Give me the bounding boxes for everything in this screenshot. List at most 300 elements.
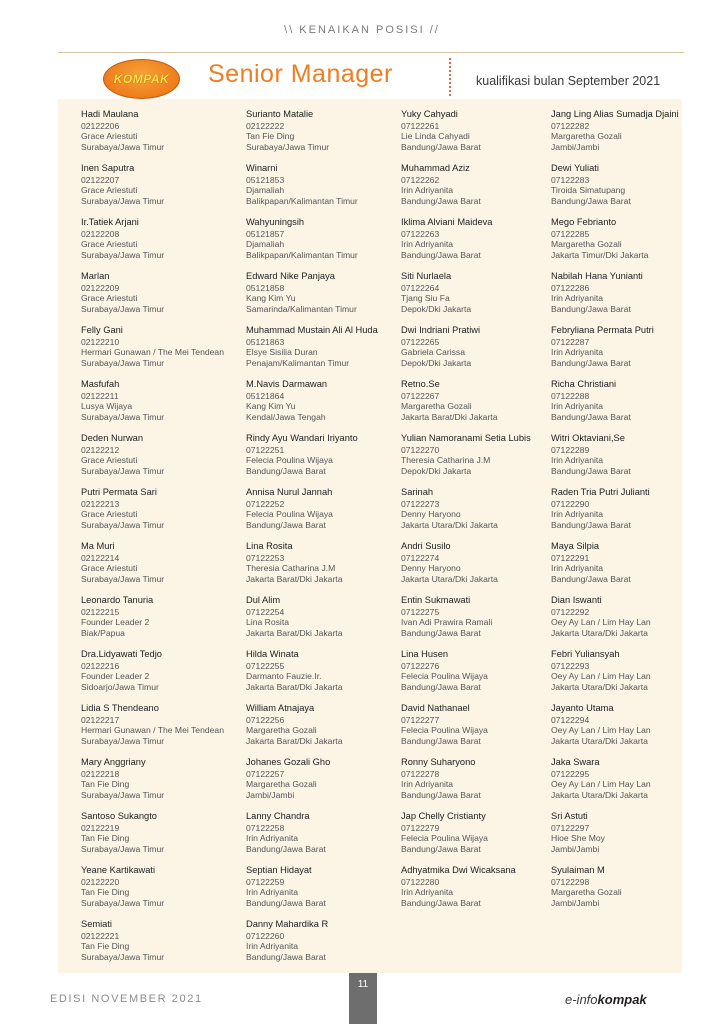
member-id: 07122279: [401, 822, 440, 833]
member-id: 07122258: [246, 822, 285, 833]
header-divider: [58, 52, 684, 53]
member-city: Depok/Dki Jakarta: [401, 357, 472, 368]
member-id: 07122295: [551, 768, 590, 779]
member-id: 07122251: [246, 444, 285, 455]
member-city: Jambi/Jambi: [246, 789, 295, 800]
member-entry: [246, 703, 398, 757]
member-city: Bandung/Jawa Barat: [551, 357, 631, 368]
member-sponsor: Felecia Poulina Wijaya: [246, 455, 333, 465]
member-entry: [246, 163, 398, 217]
member-sponsor: Margaretha Gozali: [551, 239, 622, 249]
member-id: 05121864: [246, 390, 285, 401]
member-name: Yuky Cahyadi: [401, 109, 458, 119]
member-id: 02122215: [81, 606, 120, 617]
member-entry: [81, 919, 233, 973]
member-id: 07122252: [246, 498, 285, 509]
member-entry: [551, 325, 703, 379]
member-entry: [81, 325, 233, 379]
member-name: Santoso Sukangto: [81, 811, 157, 821]
member-sponsor: Oey Ay Lan / Lim Hay Lan: [551, 779, 651, 789]
member-id: 07122253: [246, 552, 285, 563]
member-column-2: [246, 109, 398, 973]
member-sponsor: Irin Adriyanita: [246, 887, 299, 897]
member-name: Deden Nurwan: [81, 433, 144, 443]
member-id: 07122290: [551, 498, 590, 509]
member-name: Lina Husen: [401, 649, 449, 659]
member-id: 07122288: [551, 390, 590, 401]
member-column-4: [551, 109, 703, 919]
member-entry: [246, 757, 398, 811]
member-sponsor: Tan Fie Ding: [81, 941, 130, 951]
member-city: Sidoarjo/Jawa Timur: [81, 681, 159, 692]
member-city: Bandung/Jawa Barat: [401, 141, 481, 152]
member-id: 05121863: [246, 336, 285, 347]
member-name: William Atnajaya: [246, 703, 315, 713]
member-id: 07122260: [246, 930, 285, 941]
member-name: Retno.Se: [401, 379, 440, 389]
member-name: Jayanto Utama: [551, 703, 614, 713]
member-city: Bandung/Jawa Barat: [551, 303, 631, 314]
member-entry: [551, 109, 703, 163]
member-entry: [401, 649, 553, 703]
member-sponsor: Lusya Wijaya: [81, 401, 133, 411]
member-name: Inen Saputra: [81, 163, 135, 173]
member-city: Jakarta Utara/Dki Jakarta: [551, 681, 648, 692]
member-entry: [551, 811, 703, 865]
member-city: Jakarta Utara/Dki Jakarta: [551, 789, 648, 800]
member-city: Surabaya/Jawa Timur: [81, 411, 165, 422]
member-entry: [551, 433, 703, 487]
member-id: 07122276: [401, 660, 440, 671]
member-id: 05121858: [246, 282, 285, 293]
member-name: Dul Alim: [246, 595, 281, 605]
member-name: Yulian Namoranami Setia Lubis: [401, 433, 531, 443]
member-entry: [551, 163, 703, 217]
member-id: 02122210: [81, 336, 120, 347]
member-city: Balikpapan/Kalimantan Timur: [246, 249, 358, 260]
member-entry: [551, 649, 703, 703]
member-sponsor: Oey Ay Lan / Lim Hay Lan: [551, 671, 651, 681]
member-sponsor: Tan Fie Ding: [81, 887, 130, 897]
member-sponsor: Gabriela Carissa: [401, 347, 465, 357]
member-name: Mego Febrianto: [551, 217, 617, 227]
member-entry: [551, 703, 703, 757]
member-sponsor: Grace Ariestuti: [81, 509, 138, 519]
member-city: Penajam/Kalimantan Timur: [246, 357, 350, 368]
member-sponsor: Grace Ariestuti: [81, 239, 138, 249]
member-id: 02122209: [81, 282, 120, 293]
member-id: 02122207: [81, 174, 120, 185]
member-entry: [401, 325, 553, 379]
member-entry: [401, 541, 553, 595]
member-sponsor: Felecia Poulina Wijaya: [401, 671, 488, 681]
member-sponsor: Grace Ariestuti: [81, 131, 138, 141]
member-name: Entin Sukmawati: [401, 595, 471, 605]
member-entry: [401, 163, 553, 217]
member-entry: [81, 541, 233, 595]
member-name: Ir.Tatiek Arjani: [81, 217, 139, 227]
member-id: 07122267: [401, 390, 440, 401]
member-name: Maya Silpia: [551, 541, 600, 551]
member-name: Adhyatmika Dwi Wicaksana: [401, 865, 516, 875]
member-name: Semiati: [81, 919, 113, 929]
edition-label: EDISI NOVEMBER 2021: [50, 993, 203, 1005]
member-id: 07122294: [551, 714, 590, 725]
member-sponsor: Denny Haryono: [401, 509, 461, 519]
footer-brand-prefix: e-info: [565, 992, 598, 1007]
member-id: 07122262: [401, 174, 440, 185]
member-id: 07122286: [551, 282, 590, 293]
member-id: 02122216: [81, 660, 120, 671]
member-name: Felly Gani: [81, 325, 123, 335]
member-entry: [401, 109, 553, 163]
member-id: 07122259: [246, 876, 285, 887]
member-name: Muhammad Aziz: [401, 163, 470, 173]
member-sponsor: Grace Ariestuti: [81, 185, 138, 195]
member-sponsor: Felecia Poulina Wijaya: [401, 725, 488, 735]
member-entry: [551, 757, 703, 811]
member-id: 07122292: [551, 606, 590, 617]
member-sponsor: Irin Adriyanita: [551, 401, 604, 411]
member-city: Bandung/Jawa Barat: [551, 195, 631, 206]
member-entry: [81, 109, 233, 163]
member-city: Depok/Dki Jakarta: [401, 303, 472, 314]
member-sponsor: Tan Fie Ding: [246, 131, 295, 141]
member-id: 05121853: [246, 174, 285, 185]
member-sponsor: Felecia Poulina Wijaya: [401, 833, 488, 843]
member-entry: [246, 649, 398, 703]
member-column-1: [81, 109, 233, 973]
member-id: 07122275: [401, 606, 440, 617]
member-city: Jakarta Utara/Dki Jakarta: [401, 573, 498, 584]
member-name: Leonardo Tanuria: [81, 595, 154, 605]
member-sponsor: Grace Ariestuti: [81, 455, 138, 465]
member-name: Nabilah Hana Yunianti: [551, 271, 643, 281]
member-id: 02122206: [81, 120, 120, 131]
member-city: Surabaya/Jawa Timur: [81, 357, 165, 368]
member-sponsor: Lie Linda Cahyadi: [401, 131, 470, 141]
member-id: 07122278: [401, 768, 440, 779]
member-name: Witri Oktaviani,Se: [551, 433, 625, 443]
member-sponsor: Irin Adriyanita: [246, 833, 299, 843]
member-entry: [551, 271, 703, 325]
member-sponsor: Grace Ariestuti: [81, 293, 138, 303]
member-entry: [246, 595, 398, 649]
member-sponsor: Tiroida Simatupang: [551, 185, 626, 195]
member-sponsor: Hermari Gunawan / The Mei Tendean: [81, 347, 224, 357]
member-id: 07122263: [401, 228, 440, 239]
member-entry: [246, 217, 398, 271]
member-id: 05121857: [246, 228, 285, 239]
member-sponsor: Lina Rosita: [246, 617, 289, 627]
member-sponsor: Theresia Catharina J.M: [401, 455, 491, 465]
member-sponsor: Elsye Sisilia Duran: [246, 347, 318, 357]
member-entry: [551, 217, 703, 271]
member-id: 07122270: [401, 444, 440, 455]
member-sponsor: Oey Ay Lan / Lim Hay Lan: [551, 725, 651, 735]
member-sponsor: Tan Fie Ding: [81, 779, 130, 789]
member-city: Kendal/Jawa Tengah: [246, 411, 326, 422]
member-city: Jakarta Barat/Dki Jakarta: [246, 681, 343, 692]
member-id: 07122273: [401, 498, 440, 509]
member-city: Bandung/Jawa Barat: [246, 519, 326, 530]
member-entry: [81, 703, 233, 757]
member-entry: [246, 865, 398, 919]
member-city: Bandung/Jawa Barat: [401, 843, 481, 854]
member-name: Yeane Kartikawati: [81, 865, 156, 875]
member-sponsor: Irin Adriyanita: [401, 779, 454, 789]
member-id: 07122264: [401, 282, 440, 293]
member-entry: [81, 379, 233, 433]
member-sponsor: Irin Adriyanita: [551, 563, 604, 573]
member-sponsor: Felecia Poulina Wijaya: [246, 509, 333, 519]
member-column-3: [401, 109, 553, 919]
member-sponsor: Margaretha Gozali: [551, 887, 622, 897]
member-city: Jakarta Timur/Dki Jakarta: [551, 249, 649, 260]
member-name: Putri Permata Sari: [81, 487, 157, 497]
member-sponsor: Margaretha Gozali: [246, 725, 317, 735]
member-name: Sri Astuti: [551, 811, 588, 821]
member-entry: [81, 433, 233, 487]
member-name: Andri Susilo: [401, 541, 451, 551]
member-id: 02122221: [81, 930, 120, 941]
member-entry: [81, 217, 233, 271]
member-id: 07122287: [551, 336, 590, 347]
member-sponsor: Founder Leader 2: [81, 671, 150, 681]
footer-brand: [565, 992, 647, 1007]
member-city: Surabaya/Jawa Timur: [81, 195, 165, 206]
member-sponsor: Djamaliah: [246, 239, 285, 249]
page-number: 11: [349, 973, 377, 1024]
member-id: 02122213: [81, 498, 120, 509]
member-city: Bandung/Jawa Barat: [551, 519, 631, 530]
member-city: Bandung/Jawa Barat: [551, 411, 631, 422]
member-name: Richa Christiani: [551, 379, 617, 389]
member-city: Jambi/Jambi: [551, 843, 600, 854]
member-name: Iklima Alviani Maideva: [401, 217, 493, 227]
member-city: Jakarta Barat/Dki Jakarta: [246, 627, 343, 638]
member-sponsor: Kang Kim Yu: [246, 293, 296, 303]
member-id: 07122285: [551, 228, 590, 239]
member-name: Ronny Suharyono: [401, 757, 476, 767]
dotted-separator: [449, 58, 451, 96]
member-city: Jakarta Barat/Dki Jakarta: [246, 573, 343, 584]
member-name: M.Navis Darmawan: [246, 379, 328, 389]
member-city: Bandung/Jawa Barat: [401, 735, 481, 746]
member-entry: [401, 487, 553, 541]
member-name: Lanny Chandra: [246, 811, 310, 821]
member-id: 07122293: [551, 660, 590, 671]
member-city: Bandung/Jawa Barat: [401, 897, 481, 908]
member-id: 07122282: [551, 120, 590, 131]
member-entry: [81, 163, 233, 217]
member-city: Surabaya/Jawa Timur: [81, 249, 165, 260]
member-sponsor: Ivan Adi Prawira Ramali: [401, 617, 493, 627]
member-sponsor: Irin Adriyanita: [246, 941, 299, 951]
member-name: Annisa Nurul Jannah: [246, 487, 333, 497]
member-entry: [551, 379, 703, 433]
member-sponsor: Founder Leader 2: [81, 617, 150, 627]
member-city: Bandung/Jawa Barat: [401, 681, 481, 692]
member-sponsor: Theresia Catharina J.M: [246, 563, 336, 573]
member-sponsor: Oey Ay Lan / Lim Hay Lan: [551, 617, 651, 627]
member-entry: [246, 379, 398, 433]
member-id: 07122297: [551, 822, 590, 833]
member-name: Raden Tria Putri Julianti: [551, 487, 650, 497]
member-entry: [81, 487, 233, 541]
member-entry: [81, 811, 233, 865]
member-name: Rindy Ayu Wandari Iriyanto: [246, 433, 358, 443]
member-entry: [246, 811, 398, 865]
member-entry: [401, 757, 553, 811]
member-sponsor: Hioe She Moy: [551, 833, 605, 843]
member-name: Muhammad Mustain Ali Al Huda: [246, 325, 378, 335]
member-name: Jaka Swara: [551, 757, 600, 767]
member-name: Syulaiman M: [551, 865, 605, 875]
member-sponsor: Irin Adriyanita: [401, 239, 454, 249]
member-sponsor: Margaretha Gozali: [246, 779, 317, 789]
member-id: 02122217: [81, 714, 120, 725]
member-entry: [246, 109, 398, 163]
member-name: Jap Chelly Cristianty: [401, 811, 486, 821]
member-city: Surabaya/Jawa Timur: [81, 303, 165, 314]
member-sponsor: Irin Adriyanita: [551, 509, 604, 519]
member-id: 07122265: [401, 336, 440, 347]
member-city: Surabaya/Jawa Timur: [81, 951, 165, 962]
member-sponsor: Irin Adriyanita: [551, 293, 604, 303]
member-city: Jakarta Utara/Dki Jakarta: [551, 627, 648, 638]
member-city: Jakarta Barat/Dki Jakarta: [401, 411, 498, 422]
member-entry: [551, 595, 703, 649]
member-entry: [81, 649, 233, 703]
member-entry: [401, 703, 553, 757]
member-id: 07122298: [551, 876, 590, 887]
member-city: Surabaya/Jawa Timur: [81, 789, 165, 800]
member-city: Biak/Papua: [81, 627, 125, 638]
member-entry: [551, 541, 703, 595]
kompak-logo: [103, 59, 180, 99]
member-entry: [246, 541, 398, 595]
member-city: Surabaya/Jawa Timur: [81, 141, 165, 152]
member-name: Dwi Indriani Pratiwi: [401, 325, 481, 335]
member-entry: [81, 865, 233, 919]
member-name: Dra.Lidyawati Tedjo: [81, 649, 162, 659]
member-city: Bandung/Jawa Barat: [246, 951, 326, 962]
member-entry: [551, 487, 703, 541]
member-city: Bandung/Jawa Barat: [401, 627, 481, 638]
member-city: Bandung/Jawa Barat: [246, 465, 326, 476]
member-city: Bandung/Jawa Barat: [401, 195, 481, 206]
member-city: Bandung/Jawa Barat: [551, 573, 631, 584]
member-id: 02122220: [81, 876, 120, 887]
member-city: Surabaya/Jawa Timur: [81, 735, 165, 746]
member-sponsor: Grace Ariestuti: [81, 563, 138, 573]
member-city: Jakarta Utara/Dki Jakarta: [551, 735, 648, 746]
member-id: 02122211: [81, 390, 119, 401]
member-id: 07122254: [246, 606, 285, 617]
member-city: Surabaya/Jawa Timur: [246, 141, 330, 152]
member-city: Jakarta Utara/Dki Jakarta: [401, 519, 498, 530]
member-name: Lidia S Thendeano: [81, 703, 159, 713]
member-entry: [246, 325, 398, 379]
member-entry: [401, 811, 553, 865]
member-name: Febryliana Permata Putri: [551, 325, 654, 335]
member-name: Dian Iswanti: [551, 595, 602, 605]
section-label: \\ KENAIKAN POSISI //: [284, 24, 440, 36]
member-id: 07122291: [551, 552, 590, 563]
member-id: 02122212: [81, 444, 120, 455]
member-name: Marlan: [81, 271, 110, 281]
member-name: Edward Nike Panjaya: [246, 271, 335, 281]
member-entry: [401, 271, 553, 325]
member-entry: [401, 433, 553, 487]
member-entry: [551, 865, 703, 919]
member-sponsor: Irin Adriyanita: [551, 347, 604, 357]
member-city: Samarinda/Kalimantan Timur: [246, 303, 357, 314]
member-id: 02122214: [81, 552, 120, 563]
member-entry: [246, 919, 398, 973]
member-id: 02122208: [81, 228, 120, 239]
member-name: Ma Muri: [81, 541, 115, 551]
member-id: 07122257: [246, 768, 285, 779]
member-name: Mary Anggriany: [81, 757, 146, 767]
member-city: Jambi/Jambi: [551, 897, 600, 908]
member-entry: [246, 433, 398, 487]
member-sponsor: Margaretha Gozali: [551, 131, 622, 141]
member-name: Surianto Matalie: [246, 109, 314, 119]
member-name: Septian Hidayat: [246, 865, 312, 875]
member-sponsor: Denny Haryono: [401, 563, 461, 573]
member-name: Danny Mahardika R: [246, 919, 329, 929]
member-name: Febri Yuliansyah: [551, 649, 620, 659]
member-name: Sarinah: [401, 487, 434, 497]
member-name: Dewi Yuliati: [551, 163, 599, 173]
member-name: Siti Nurlaela: [401, 271, 452, 281]
member-id: 02122222: [246, 120, 285, 131]
member-name: Wahyuningsih: [246, 217, 305, 227]
member-city: Depok/Dki Jakarta: [401, 465, 472, 476]
member-name: Masfufah: [81, 379, 120, 389]
member-city: Surabaya/Jawa Timur: [81, 519, 165, 530]
member-city: Bandung/Jawa Barat: [401, 789, 481, 800]
member-id: 07122274: [401, 552, 440, 563]
member-name: Lina Rosita: [246, 541, 293, 551]
member-city: Jakarta Barat/Dki Jakarta: [246, 735, 343, 746]
member-sponsor: Margaretha Gozali: [401, 401, 472, 411]
member-sponsor: Kang Kim Yu: [246, 401, 296, 411]
member-id: 07122289: [551, 444, 590, 455]
member-id: 07122280: [401, 876, 440, 887]
member-entry: [401, 379, 553, 433]
member-entry: [401, 595, 553, 649]
member-id: 02122219: [81, 822, 120, 833]
member-sponsor: Tjang Siu Fa: [401, 293, 450, 303]
member-entry: [401, 217, 553, 271]
member-city: Bandung/Jawa Barat: [551, 465, 631, 476]
member-entry: [81, 757, 233, 811]
member-entry: [81, 271, 233, 325]
member-sponsor: Irin Adriyanita: [401, 185, 454, 195]
footer-brand-suffix: kompak: [597, 992, 647, 1007]
member-name: David Nathanael: [401, 703, 470, 713]
member-name: Hilda Winata: [246, 649, 299, 659]
member-name: Winarni: [246, 163, 278, 173]
member-id: 07122277: [401, 714, 440, 725]
member-entry: [246, 487, 398, 541]
member-id: 07122283: [551, 174, 590, 185]
member-city: Surabaya/Jawa Timur: [81, 573, 165, 584]
page-subtitle: kualifikasi bulan September 2021: [476, 74, 661, 88]
